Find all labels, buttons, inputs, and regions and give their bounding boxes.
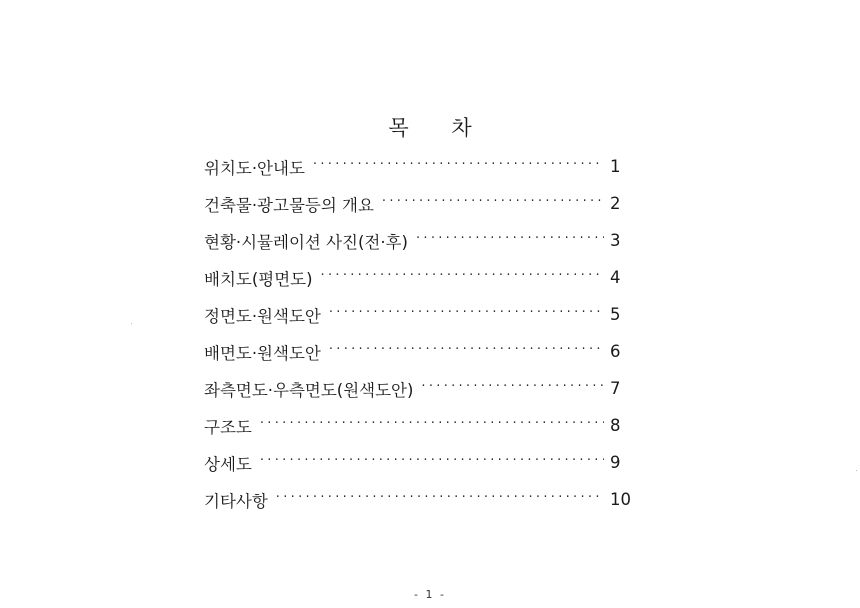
toc-item-page: 2 <box>610 194 621 213</box>
toc-item-label: 기타사항 <box>204 491 268 511</box>
toc-item <box>204 222 634 259</box>
toc-item <box>204 370 634 407</box>
toc-item-page: 3 <box>610 231 621 250</box>
dot-leader <box>421 379 604 394</box>
toc-item-page: 7 <box>610 379 621 398</box>
toc-item <box>204 407 634 444</box>
toc-item-page: 1 <box>610 157 621 176</box>
toc-item <box>204 259 634 296</box>
dot-leader <box>416 231 604 246</box>
toc-item <box>204 444 634 481</box>
toc-item-page: 6 <box>610 342 621 361</box>
toc-item-page: 9 <box>610 453 621 472</box>
toc-item <box>204 296 634 333</box>
toc-item-page: 4 <box>610 268 621 287</box>
toc-item <box>204 148 634 185</box>
scan-artifact <box>131 323 132 324</box>
toc-item-label: 위치도·안내도 <box>204 158 305 178</box>
toc-item-label: 배치도(평면도) <box>204 269 313 289</box>
toc-item-label: 배면도·원색도안 <box>204 343 321 363</box>
page-number-footer: - 1 - <box>414 588 446 601</box>
toc-item-label: 건축물·광고물등의 개요 <box>204 195 374 215</box>
scan-artifact <box>856 470 857 471</box>
dot-leader <box>260 453 604 468</box>
toc-item-label: 현황·시뮬레이션 사진(전·후) <box>204 232 408 252</box>
dot-leader <box>276 490 604 505</box>
toc-item-page: 10 <box>610 490 631 509</box>
toc-item <box>204 185 634 222</box>
toc-item <box>204 333 634 370</box>
toc-item-label: 좌측면도·우측면도(원색도안) <box>204 380 414 400</box>
toc-list <box>204 148 634 518</box>
dot-leader <box>260 416 604 431</box>
toc-item-label: 정면도·원색도안 <box>204 306 321 326</box>
toc-title: 목 차 <box>388 116 490 140</box>
dot-leader <box>382 194 604 209</box>
dot-leader <box>313 157 604 172</box>
dot-leader <box>321 268 604 283</box>
toc-item-label: 구조도 <box>204 417 252 437</box>
toc-item-page: 8 <box>610 416 621 435</box>
toc-item-label: 상세도 <box>204 454 252 474</box>
toc-item <box>204 481 634 518</box>
toc-item-page: 5 <box>610 305 621 324</box>
dot-leader <box>329 305 604 320</box>
dot-leader <box>329 342 604 357</box>
